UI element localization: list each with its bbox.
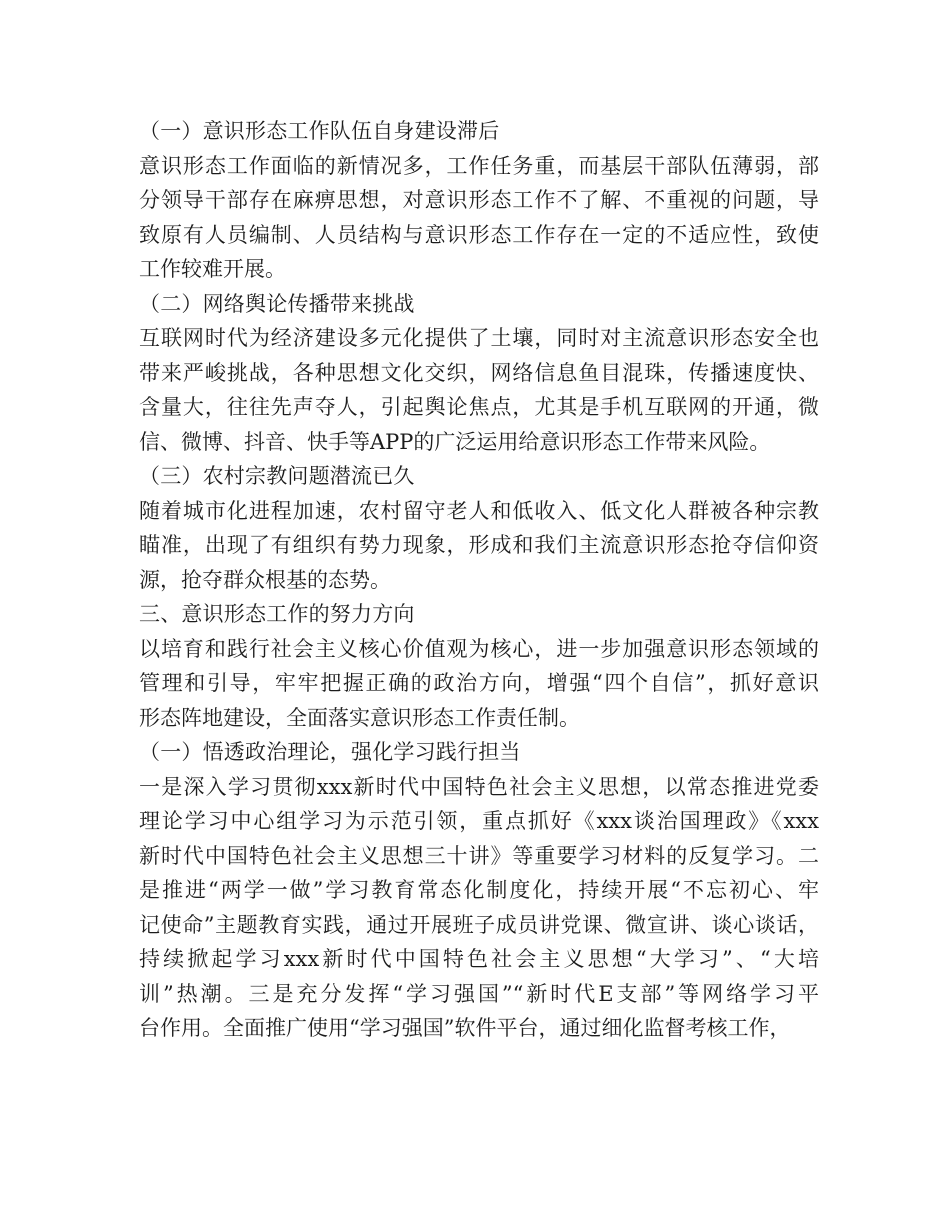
body-paragraph bbox=[139, 321, 819, 459]
paragraph-line: 新时代中国特色社会主义思想三十讲》等重要学习材料的反复学习。二 bbox=[139, 843, 819, 868]
paragraph-line: 含量大，往往先声夺人，引起舆论焦点，尤其是手机互联网的开通，微 bbox=[139, 395, 819, 419]
section-heading bbox=[139, 735, 819, 770]
body-paragraph bbox=[139, 770, 819, 1046]
body-paragraph bbox=[139, 632, 819, 736]
heading-line: （一）悟透政治理论，强化学习践行担当 bbox=[139, 740, 521, 764]
document-body bbox=[139, 114, 819, 1046]
body-paragraph bbox=[139, 494, 819, 598]
section-heading bbox=[139, 287, 819, 322]
paragraph-line: 带来严峻挑战，各种思想文化交织，网络信息鱼目混珠，传播速度快、 bbox=[139, 360, 819, 385]
paragraph-line: 持续掀起学习xxx新时代中国特色社会主义思想“大学习”、“大培 bbox=[139, 947, 819, 971]
heading-line: （三）农村宗教问题潜流已久 bbox=[139, 464, 415, 488]
paragraph-line: 意识形态工作面临的新情况多，工作任务重，而基层干部队伍薄弱，部 bbox=[139, 153, 819, 178]
paragraph-line: 理论学习中心组学习为示范引领，重点抓好《xxx谈治国理政》《xxx bbox=[139, 809, 819, 833]
paragraph-line: 随着城市化进程加速，农村留守老人和低收入、低文化人群被各种宗教 bbox=[139, 498, 819, 523]
paragraph-line: 致原有人员编制、人员结构与意识形态工作存在一定的不适应性，致使 bbox=[139, 222, 819, 247]
paragraph-line: 源，抢夺群众根基的态势。 bbox=[139, 567, 391, 592]
paragraph-line: 记使命”主题教育实践，通过开展班子成员讲党课、微宣讲、谈心谈话， bbox=[139, 912, 819, 937]
paragraph-line: 信、微博、抖音、快手等APP的广泛运用给意识形态工作带来风险。 bbox=[139, 429, 771, 454]
paragraph-line: 管理和引导，牢牢把握正确的政治方向，增强“四个自信”，抓好意识 bbox=[139, 671, 819, 695]
paragraph-line: 分领导干部存在麻痹思想，对意识形态工作不了解、不重视的问题，导 bbox=[139, 188, 819, 212]
paragraph-line: 互联网时代为经济建设多元化提供了土壤，同时对主流意识形态安全也 bbox=[139, 326, 819, 350]
paragraph-line: 台作用。全面推广使用“学习强国”软件平台，通过细化监督考核工作， bbox=[139, 1016, 791, 1040]
heading-line: 三、意识形态工作的努力方向 bbox=[139, 602, 415, 626]
paragraph-line: 是推进“两学一做”学习教育常态化制度化，持续开展“不忘初心、牢 bbox=[139, 878, 819, 902]
body-paragraph bbox=[139, 149, 819, 287]
paragraph-line: 以培育和践行社会主义核心价值观为核心，进一步加强意识形态领域的 bbox=[139, 636, 819, 661]
paragraph-line: 形态阵地建设，全面落实意识形态工作责任制。 bbox=[139, 705, 580, 730]
section-heading bbox=[139, 597, 819, 632]
section-heading bbox=[139, 459, 819, 494]
section-heading bbox=[139, 114, 819, 149]
heading-line: （二）网络舆论传播带来挑战 bbox=[139, 291, 415, 316]
heading-line: （一）意识形态工作队伍自身建设滞后 bbox=[139, 119, 500, 143]
paragraph-line: 一是深入学习贯彻xxx新时代中国特色社会主义思想，以常态推进党委 bbox=[139, 774, 819, 799]
paragraph-line: 训”热潮。三是充分发挥“学习强国”“新时代E支部”等网络学习平 bbox=[139, 981, 819, 1006]
paragraph-line: 工作较难开展。 bbox=[139, 257, 286, 281]
paragraph-line: 瞄准，出现了有组织有势力现象，形成和我们主流意识形态抢夺信仰资 bbox=[139, 533, 819, 557]
